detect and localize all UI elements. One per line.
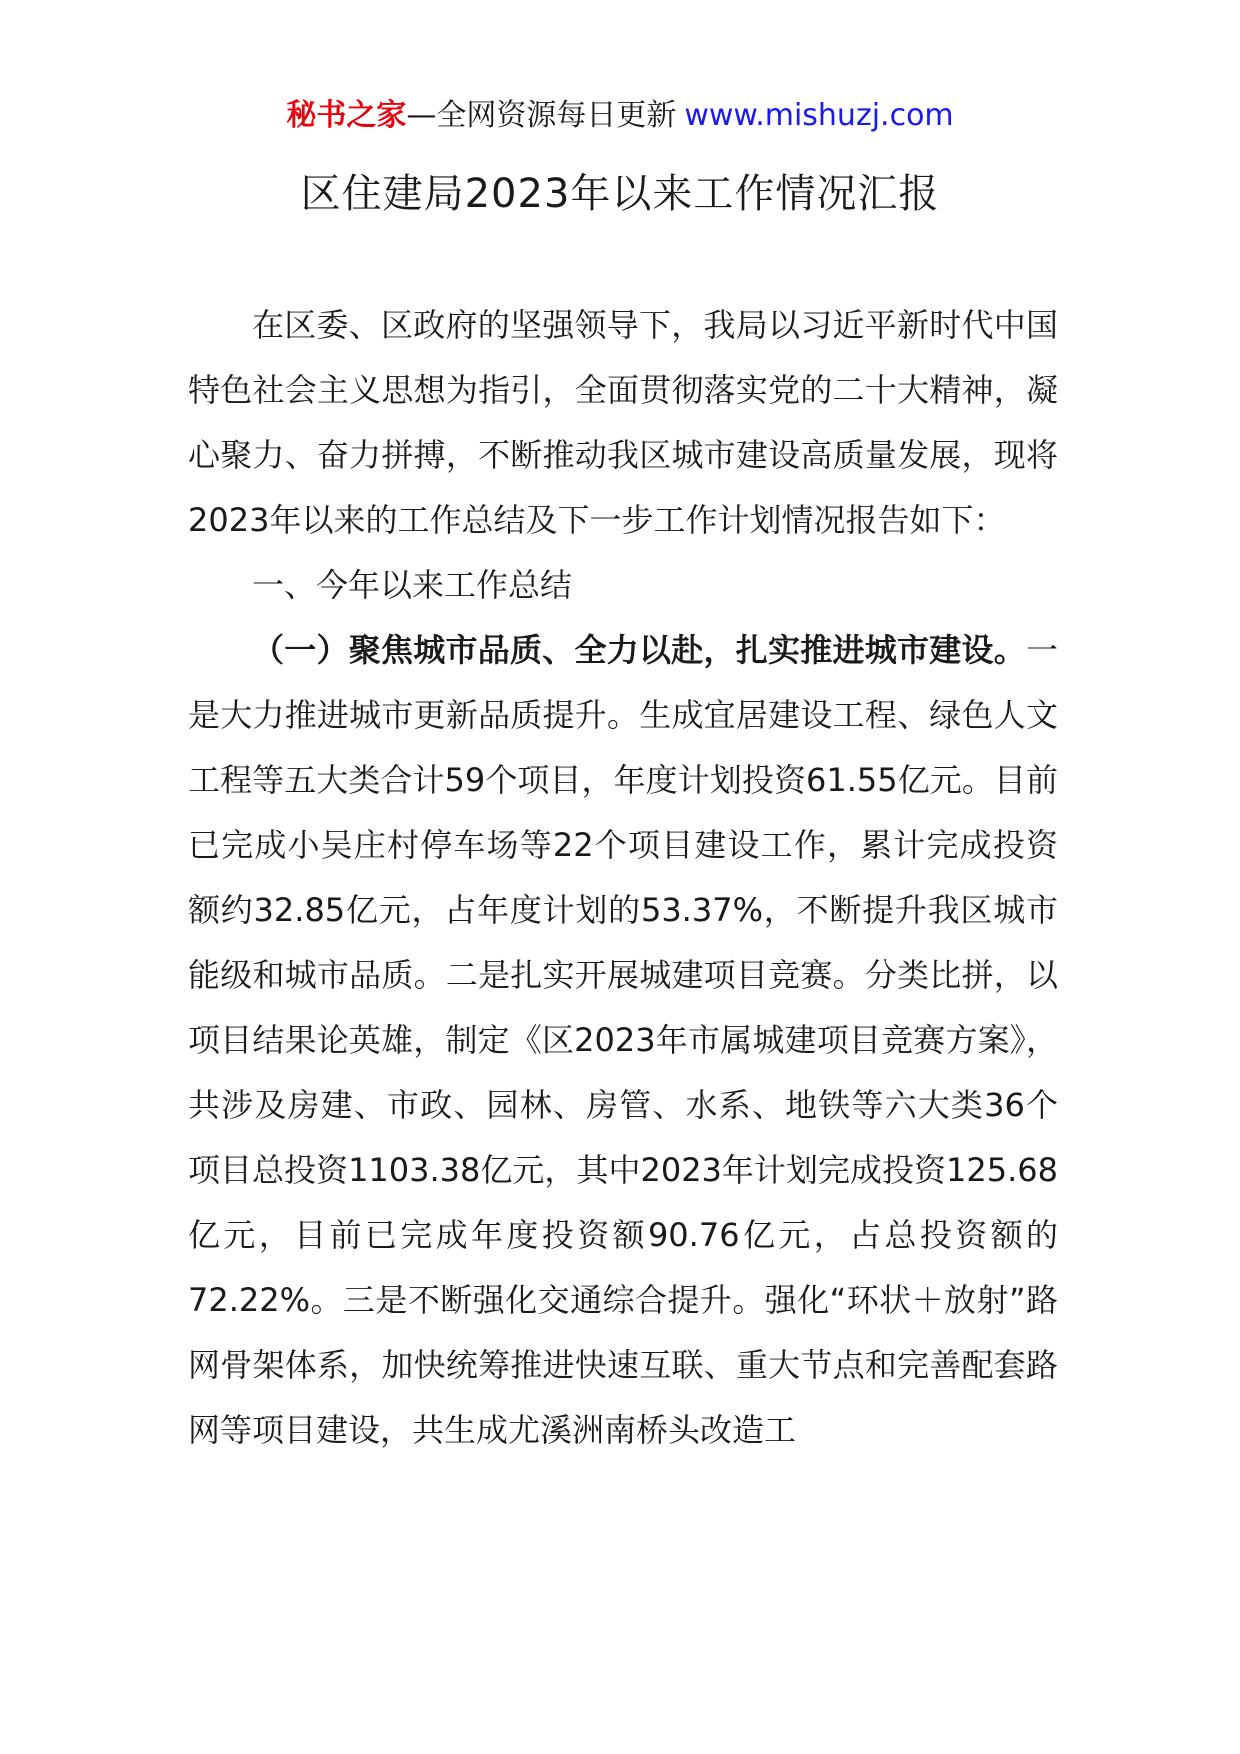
subsection-lead: （一）聚焦城市品质、全力以赴，扎实推进城市建设。 xyxy=(252,631,1026,669)
subsection-paragraph xyxy=(188,618,1058,1463)
document-body xyxy=(188,293,1058,1463)
section-heading: 一、今年以来工作总结 xyxy=(252,566,573,604)
intro-paragraph: 在区委、区政府的坚强领导下，我局以习近平新时代中国特色社会主义思想为指引，全面贯彻落实党的二十大精神，凝心聚力、奋力拼搏，不断推动我区城市建设高质量发展，现将2023年以来的工作总结及下一步工作计划情况报告如下： xyxy=(188,306,1058,539)
site-tagline: —全网资源每日更新 xyxy=(406,98,677,133)
document-title: 区住建局2023年以来工作情况汇报 xyxy=(300,171,940,217)
site-url-link[interactable]: www.mishuzj.com xyxy=(684,98,954,133)
subsection-body: 一是大力推进城市更新品质提升。生成宜居建设工程、绿色人文工程等五大类合计59个项目，年度计划投资61.55亿元。目前已完成小吴庄村停车场等22个项目建设工作，累计完成投资额约32.85亿元，占年度计划的53.37%，不断提升我区城市能级和城市品质。二是扎实开展城建项目竞赛。分类比拼，以项目结果论英雄，制定《区2023年市属城建项目竞赛方案》，共涉及房建、市政、园林、房管、水系、地铁等六大类36个项目总投资1103.38亿元，其中2023年计划完成投资125.68亿元，目前已完成年度投资额90.76亿元，占总投资额的72.22%。三是不断强化交通综合提升。强化“环状＋放射”路网骨架体系，加快统筹推进快速互联、重大节点和完善配套路网等项目建设，共生成尤溪洲南桥头改造工 xyxy=(188,631,1058,1449)
site-header xyxy=(0,96,1240,136)
site-name: 秘书之家 xyxy=(286,98,407,133)
